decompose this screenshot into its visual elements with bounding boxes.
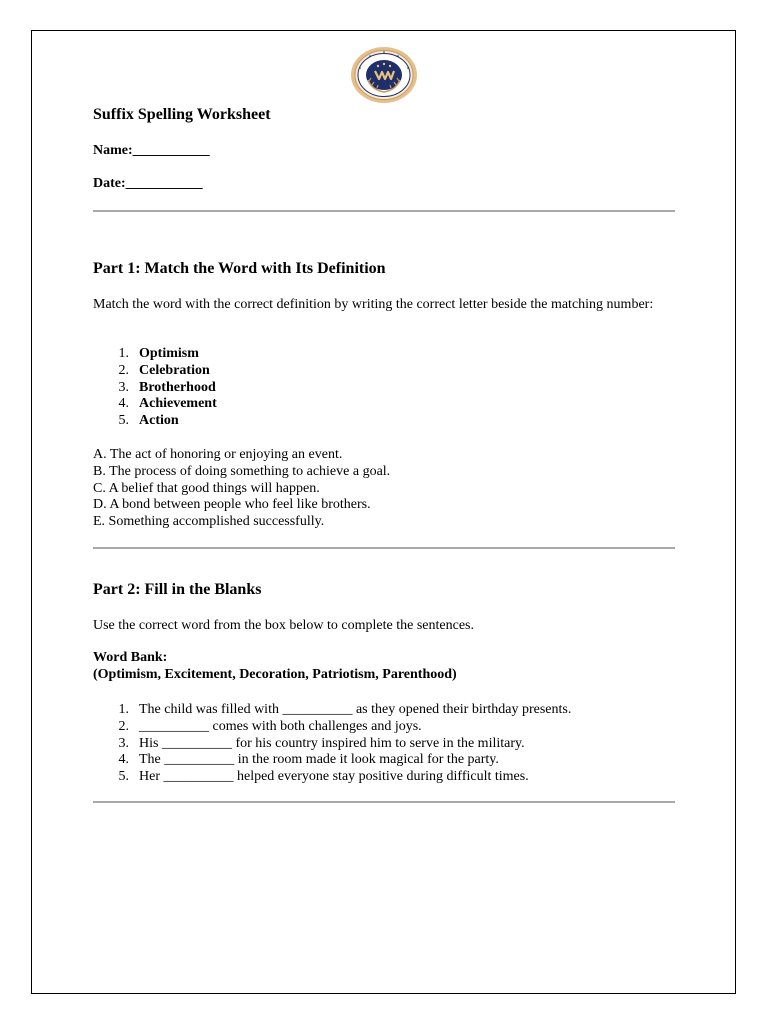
divider [93,210,675,212]
date-field: Date:___________ [93,176,203,191]
list-item: 5. Action [118,413,179,428]
list-item: 2. __________ comes with both challenges and joys. [118,718,422,734]
list-item: 2. Celebration [118,362,210,378]
list-item: 3. Brotherhood [118,379,216,395]
part1-heading: Part 1: Match the Word with Its Definition [93,260,386,277]
fill-in-sentences-list [93,702,571,786]
list-item: 3. His __________ for his country inspired him to serve in the military. [118,735,525,751]
part2-instructions: Use the correct word from the box below to complete the sentences. [93,618,474,633]
divider [93,801,675,803]
list-item: 5. Her __________ helped everyone stay positive during difficult times. [118,769,529,784]
part2-heading: Part 2: Fill in the Blanks [93,581,262,598]
word-bank-label: Word Bank: [93,650,168,665]
definition-item: B. The process of doing something to achieve a goal. [93,463,391,479]
name-field: Name:___________ [93,143,210,158]
definitions-list [93,447,390,531]
school-crest-logo [350,46,418,104]
divider [93,547,675,549]
list-item: 1. Optimism [118,346,199,361]
definition-item: C. A belief that good things will happen. [93,480,320,496]
list-item: 4. The __________ in the room made it look magical for the party. [118,752,499,768]
worksheet-title: Suffix Spelling Worksheet [93,106,271,123]
definition-item: E. Something accomplished successfully. [93,514,325,530]
definition-item: D. A bond between people who feel like brothers. [93,497,371,513]
match-words-list [93,346,217,430]
definition-item: A. The act of honoring or enjoying an event. [93,447,343,462]
word-bank-words: (Optimism, Excitement, Decoration, Patriotism, Parenthood) [93,667,457,682]
list-item: 1. The child was filled with __________ as they opened their birthday presents. [118,702,572,717]
part1-instructions: Match the word with the correct definition by writing the correct letter beside the matching number: [93,297,654,312]
list-item: 4. Achievement [118,396,217,412]
